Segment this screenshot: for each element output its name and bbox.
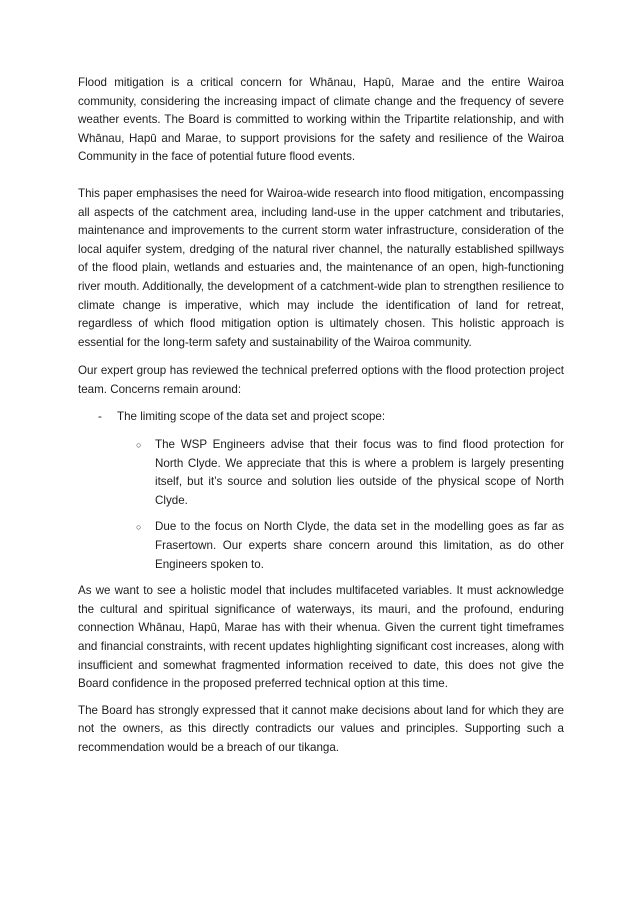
- dash-bullet-icon: -: [98, 409, 102, 423]
- sub-list-item-north-clyde-focus: [78, 518, 564, 574]
- paragraph-expert-group-review: Our expert group has reviewed the technical preferred options with the flood protection project team. Concerns remain around:: [78, 364, 564, 396]
- paragraph-holistic-model: As we want to see a holistic model that includes multifaceted variables. It must acknowledge the cultural and spiritual significance of waterways, its mauri, and the profound, enduring connection Whānau, Hapū, Marae has with their whenua. Given the current tight timeframes and financial constraints, with recent updates highlighting significant cost increases, along with insufficient and somewhat fragmented information received to date, this does not give the Board confidence in the proposed preferred technical option at this time.: [78, 584, 564, 691]
- circle-bullet-icon: ○: [136, 440, 142, 451]
- circle-bullet-icon: ○: [136, 522, 142, 533]
- sub-list: [78, 436, 564, 574]
- sub-list-item-wsp-engineers: [78, 436, 564, 510]
- list-item-text: The limiting scope of the data set and project scope:: [117, 409, 386, 423]
- sub-list-item-text: The WSP Engineers advise that their focus was to find flood protection for North Clyde. We appreciate that this is where a problem is largely presenting itself, but it’s source and solution lies outside of the physical scope of North Clyde.: [155, 438, 564, 507]
- paragraph-wairoa-wide-research: This paper emphasises the need for Wairoa-wide research into flood mitigation, encompassing all aspects of the catchment area, including land-use in the upper catchment and tributaries, maintenance and improvements to the current storm water infrastructure, consideration of the local aquifer system, dredging of the natural river channel, the naturally established spillways of the flood plain, wetlands and estuaries and, the maintenance of an open, high-functioning river mouth. Additionally, the development of a catchment-wide plan to strengthen resilience to climate change is imperative, which may include the identification of land for retreat, regardless of which flood mitigation option is ultimately chosen. This holistic approach is essential for the long-term safety and sustainability of the Wairoa community.: [78, 186, 564, 349]
- document-page: [78, 74, 564, 758]
- paragraph-board-land-decisions: The Board has strongly expressed that it cannot make decisions about land for which they are not the owners, as this directly contradicts our values and principles. Supporting such a recommendation would be a breach of our tikanga.: [78, 703, 564, 754]
- list-item-limiting-scope: [78, 408, 564, 427]
- paragraph-flood-mitigation-concern: Flood mitigation is a critical concern for Whānau, Hapū, Marae and the entire Wairoa community, considering the increasing impact of climate change and the frequency of severe weather events. The Board is committed to working within the Tripartite relationship, and with Whānau, Hapū and Marae, to support provisions for the safety and resilience of the Wairoa Community in the face of potential future flood events.: [78, 76, 564, 164]
- sub-list-item-text: Due to the focus on North Clyde, the data set in the modelling goes as far as Frasertown. Our experts share concern around this limitation, as do other Engineers spoken to.: [155, 520, 564, 571]
